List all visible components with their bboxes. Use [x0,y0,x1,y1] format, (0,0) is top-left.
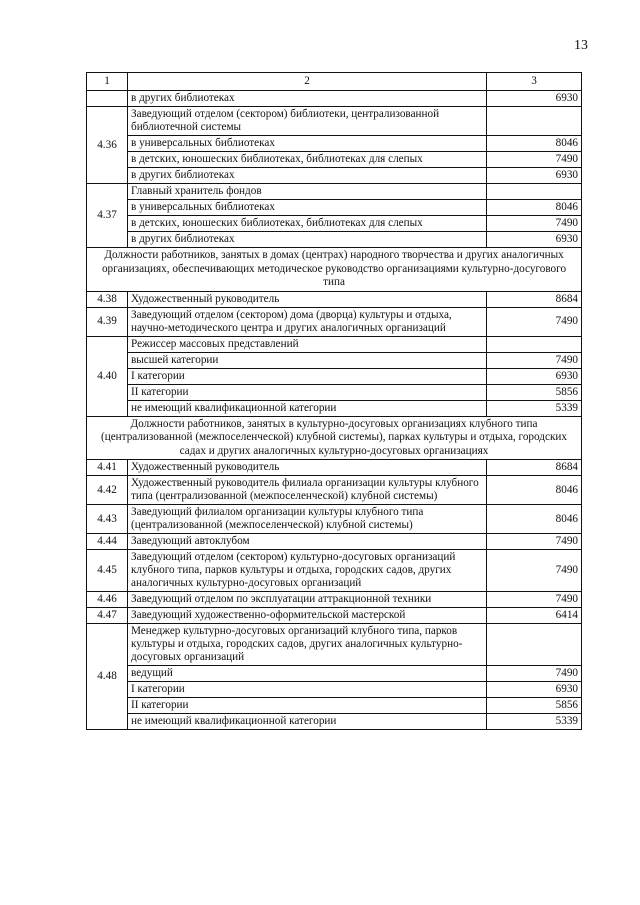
table-row [87,666,582,682]
row-title: в универсальных библиотеках [128,136,487,152]
row-title: II категории [128,384,487,400]
table-row [87,460,582,476]
row-value: 8684 [487,291,582,307]
row-value: 8046 [487,200,582,216]
row-title: Заведующий художественно-оформительской мастерской [128,608,487,624]
page-number: 13 [574,38,588,53]
row-title: II категории [128,698,487,714]
row-number: 4.40 [87,336,128,416]
table-row [87,152,582,168]
section-heading-row [87,248,582,292]
table-row [87,91,582,107]
table-row [87,291,582,307]
row-title: не имеющий квалификационной категории [128,714,487,730]
table-row [87,136,582,152]
row-title: в других библиотеках [128,232,487,248]
row-value: 5339 [487,714,582,730]
table-row [87,184,582,200]
table-row [87,550,582,592]
table-row [87,216,582,232]
row-value: 8046 [487,476,582,505]
row-value: 7490 [487,592,582,608]
row-number: 4.41 [87,460,128,476]
row-value: 7490 [487,152,582,168]
table-row [87,352,582,368]
table-row [87,534,582,550]
table-row [87,624,582,666]
table-row [87,168,582,184]
section-heading: Должности работников, занятых в культурно-досуговых организациях клубного типа (централизованной (межпоселенческой) клубной системы), парках культуры и отдыха, городских садах и других аналогичных культурно-досуговых организациях [87,416,582,460]
row-value: 8684 [487,460,582,476]
row-title: Заведующий автоклубом [128,534,487,550]
column-header-2: 2 [128,73,487,91]
row-number: 4.44 [87,534,128,550]
row-value [487,107,582,136]
row-title: Художественный руководитель филиала организации культуры клубного типа (централизованной (межпоселенческой) клубной системы) [128,476,487,505]
row-value: 5856 [487,384,582,400]
salary-table [86,72,582,730]
row-title: не имеющий квалификационной категории [128,400,487,416]
table-row [87,368,582,384]
table-row [87,107,582,136]
row-title: Художественный руководитель [128,460,487,476]
row-title: высшей категории [128,352,487,368]
table-row [87,232,582,248]
section-heading: Должности работников, занятых в домах (центрах) народного творчества и других аналогичных организациях, обеспечивающих методическое руководство организациями культурно-досугового типа [87,248,582,292]
row-value [487,624,582,666]
row-value: 6414 [487,608,582,624]
row-value: 7490 [487,307,582,336]
row-title: в других библиотеках [128,168,487,184]
table-row [87,200,582,216]
table-row [87,698,582,714]
row-number: 4.37 [87,184,128,248]
row-value [487,184,582,200]
row-number: 4.38 [87,291,128,307]
row-number: 4.48 [87,624,128,730]
row-number: 4.36 [87,107,128,184]
row-title: в детских, юношеских библиотеках, библиотеках для слепых [128,216,487,232]
row-value: 6930 [487,368,582,384]
table-row [87,608,582,624]
row-number [87,91,128,107]
table-row [87,505,582,534]
row-title: I категории [128,368,487,384]
table-row [87,307,582,336]
row-title: Художественный руководитель [128,291,487,307]
table-row [87,714,582,730]
table-header-row [87,73,582,91]
row-number: 4.46 [87,592,128,608]
row-title: Заведующий отделом по эксплуатации аттракционной техники [128,592,487,608]
row-value: 6930 [487,91,582,107]
row-number: 4.39 [87,307,128,336]
row-value: 8046 [487,505,582,534]
row-number: 4.43 [87,505,128,534]
row-title: в других библиотеках [128,91,487,107]
row-title: ведущий [128,666,487,682]
row-title: Главный хранитель фондов [128,184,487,200]
row-number: 4.42 [87,476,128,505]
row-value: 8046 [487,136,582,152]
row-title: Режиссер массовых представлений [128,336,487,352]
row-title: Заведующий отделом (сектором) культурно-досуговых организаций клубного типа, парков культуры и отдыха, городских садов, других аналогичных культурно-досуговых организаций [128,550,487,592]
row-title: I категории [128,682,487,698]
row-value: 7490 [487,550,582,592]
row-value [487,336,582,352]
table-row [87,400,582,416]
column-header-3: 3 [487,73,582,91]
table-row [87,476,582,505]
section-heading-row [87,416,582,460]
row-title: Менеджер культурно-досуговых организаций клубного типа, парков культуры и отдыха, городских садов, других аналогичных культурно-досуговых организаций [128,624,487,666]
row-value: 6930 [487,232,582,248]
column-header-1: 1 [87,73,128,91]
row-title: Заведующий отделом (сектором) дома (дворца) культуры и отдыха, научно-методического центра и других аналогичных организаций [128,307,487,336]
table-row [87,592,582,608]
row-value: 7490 [487,216,582,232]
table-row [87,384,582,400]
row-value: 7490 [487,534,582,550]
row-value: 7490 [487,666,582,682]
row-value: 6930 [487,168,582,184]
table-row [87,336,582,352]
row-number: 4.45 [87,550,128,592]
row-value: 5339 [487,400,582,416]
row-number: 4.47 [87,608,128,624]
row-title: Заведующий отделом (сектором) библиотеки, централизованной библиотечной системы [128,107,487,136]
row-value: 5856 [487,698,582,714]
row-title: Заведующий филиалом организации культуры клубного типа (централизованной (межпоселенческой) клубной системы) [128,505,487,534]
row-title: в детских, юношеских библиотеках, библиотеках для слепых [128,152,487,168]
table-row [87,682,582,698]
row-title: в универсальных библиотеках [128,200,487,216]
row-value: 7490 [487,352,582,368]
row-value: 6930 [487,682,582,698]
